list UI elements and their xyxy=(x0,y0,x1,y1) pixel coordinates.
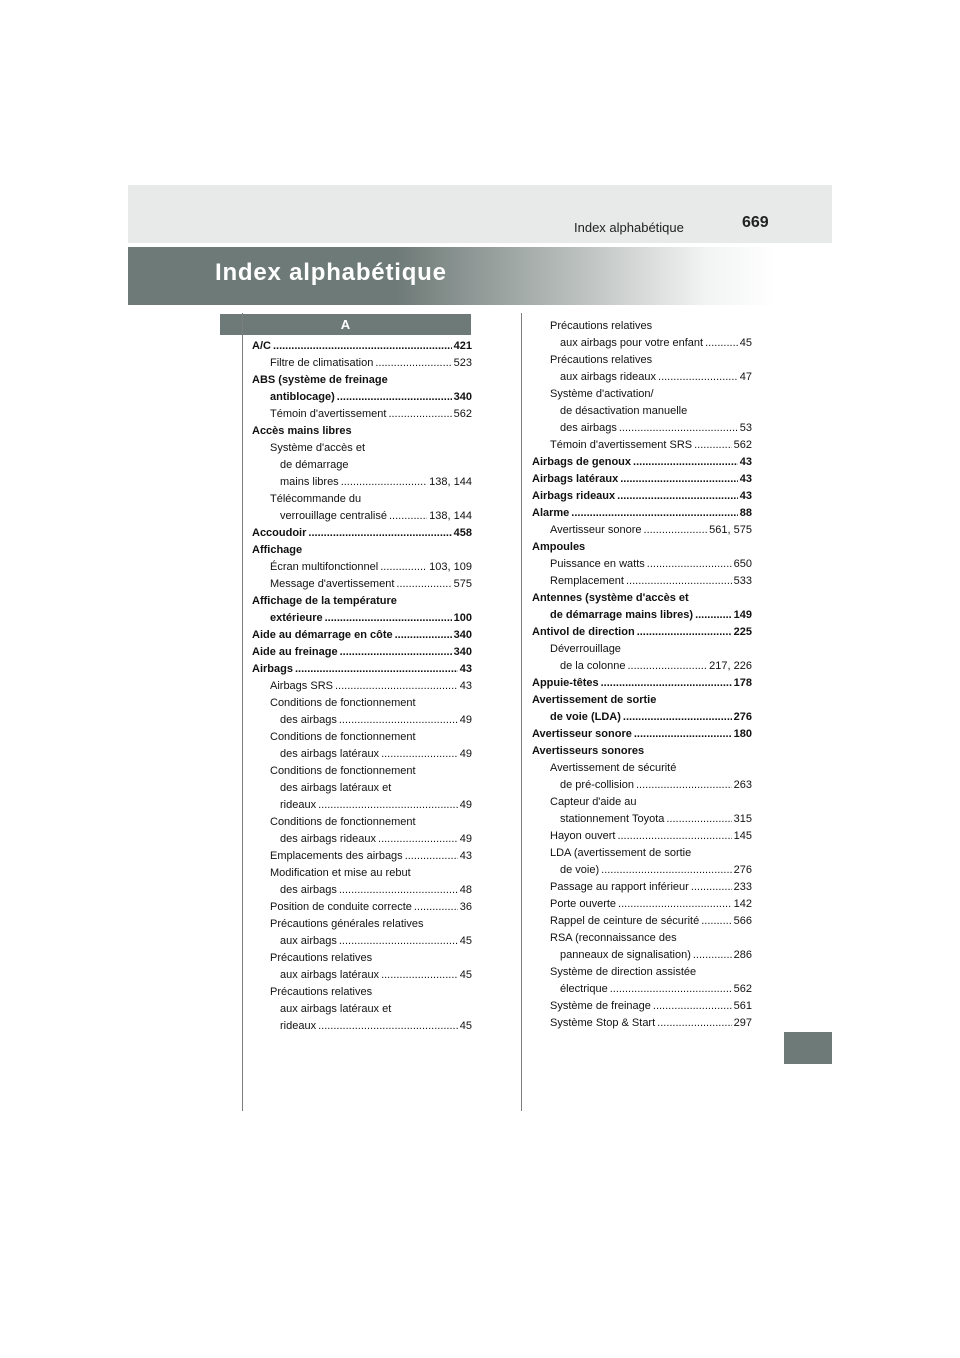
index-entry-pages: 138, 144 xyxy=(429,510,472,522)
index-entry-pages: 566 xyxy=(733,915,752,927)
index-entry xyxy=(252,457,472,474)
index-entry-label: des airbags rideaux xyxy=(280,833,377,845)
index-entry-label: Capteur d'aide au xyxy=(550,796,637,808)
index-entry-label: Airbags SRS xyxy=(270,680,333,692)
index-entry xyxy=(532,318,752,335)
index-column-right xyxy=(532,318,752,1032)
index-entry-pages: 561 xyxy=(733,1000,752,1012)
index-entry xyxy=(532,828,752,845)
index-entry-label: Airbags xyxy=(252,663,293,675)
index-entry-label: de désactivation manuelle xyxy=(560,405,688,417)
index-entry-label: mains libres xyxy=(280,476,339,488)
dot-leader xyxy=(610,981,732,998)
index-entry xyxy=(532,947,752,964)
index-entry-pages: 49 xyxy=(459,714,472,726)
index-entry xyxy=(532,794,752,811)
dot-leader xyxy=(295,661,458,678)
index-entry-label: Précautions générales relatives xyxy=(270,918,424,930)
index-entry xyxy=(252,406,472,423)
index-entry xyxy=(252,865,472,882)
index-entry-label: aux airbags latéraux xyxy=(280,969,380,981)
index-entry-pages: 49 xyxy=(459,799,472,811)
index-entry xyxy=(532,981,752,998)
index-entry xyxy=(532,777,752,794)
index-entry-label: ABS (système de freinage xyxy=(252,374,388,386)
index-entry-label: des airbags latéraux xyxy=(280,748,380,760)
index-entry xyxy=(252,440,472,457)
dot-leader xyxy=(693,947,732,964)
index-entry xyxy=(532,879,752,896)
index-entry-label: Précautions relatives xyxy=(270,952,373,964)
index-entry xyxy=(252,933,472,950)
index-entry-label: électrique xyxy=(560,983,608,995)
index-entry-label: Écran multifonctionnel xyxy=(270,561,379,573)
index-entry-label: Remplacement xyxy=(550,575,624,587)
dot-leader xyxy=(620,471,738,488)
dot-leader xyxy=(571,505,737,522)
index-entry-pages: 286 xyxy=(733,949,752,961)
index-entry xyxy=(252,916,472,933)
index-entry xyxy=(252,525,472,542)
index-entry xyxy=(252,797,472,814)
dot-leader xyxy=(308,525,451,542)
index-entry-pages: 36 xyxy=(459,901,472,913)
index-entry-label: Antivol de direction xyxy=(532,626,635,638)
dot-leader xyxy=(691,879,732,896)
dot-leader xyxy=(601,862,732,879)
index-entry xyxy=(252,746,472,763)
index-entry-pages: 562 xyxy=(733,439,752,451)
dot-leader xyxy=(633,454,738,471)
index-entry xyxy=(252,695,472,712)
index-entry-label: Affichage xyxy=(252,544,303,556)
index-entry-pages: 45 xyxy=(459,1020,472,1032)
dot-leader xyxy=(339,933,458,950)
index-entry xyxy=(532,454,752,471)
index-entry-label: Conditions de fonctionnement xyxy=(270,731,416,743)
index-entry xyxy=(252,338,472,355)
index-entry xyxy=(252,474,472,491)
index-entry-pages: 43 xyxy=(739,490,752,502)
index-entry xyxy=(532,420,752,437)
index-entry-pages: 340 xyxy=(453,646,472,658)
index-entry xyxy=(252,899,472,916)
index-entry-label: Airbags rideaux xyxy=(532,490,616,502)
index-entry xyxy=(532,709,752,726)
index-entry-pages: 650 xyxy=(733,558,752,570)
index-entry-pages: 458 xyxy=(453,527,472,539)
dot-leader xyxy=(405,848,458,865)
dot-leader xyxy=(634,726,732,743)
index-entry-label: Passage au rapport inférieur xyxy=(550,881,689,893)
index-entry xyxy=(532,743,752,760)
index-entry-label: Déverrouillage xyxy=(550,643,621,655)
index-entry xyxy=(252,576,472,593)
index-entry-label: Conditions de fonctionnement xyxy=(270,765,416,777)
index-entry-label: verrouillage centralisé xyxy=(280,510,387,522)
index-entry-label: Aide au freinage xyxy=(252,646,338,658)
index-entry-label: Position de conduite correcte xyxy=(270,901,412,913)
index-entry xyxy=(532,675,752,692)
index-entry xyxy=(252,967,472,984)
index-entry-pages: 340 xyxy=(453,629,472,641)
index-entry xyxy=(252,372,472,389)
dot-leader xyxy=(318,1018,458,1035)
index-entry-label: Précautions relatives xyxy=(270,986,373,998)
index-entry-label: Conditions de fonctionnement xyxy=(270,697,416,709)
index-entry-label: Accoudoir xyxy=(252,527,307,539)
index-entry xyxy=(532,896,752,913)
index-entry xyxy=(252,610,472,627)
index-entry-label: Précautions relatives xyxy=(550,354,653,366)
index-entry-label: rideaux xyxy=(280,1020,317,1032)
dot-leader xyxy=(601,675,732,692)
dot-leader xyxy=(636,777,732,794)
index-entry xyxy=(252,1001,472,1018)
dot-leader xyxy=(694,437,732,454)
index-entry-label: rideaux xyxy=(280,799,317,811)
index-entry-label: stationnement Toyota xyxy=(560,813,665,825)
index-entry-pages: 562 xyxy=(453,408,472,420)
index-entry-label: Témoin d'avertissement SRS xyxy=(550,439,693,451)
index-entry-label: aux airbags pour votre enfant xyxy=(560,337,704,349)
side-thumb-tab xyxy=(784,1032,832,1064)
dot-leader xyxy=(618,896,732,913)
index-entry-label: de démarrage xyxy=(280,459,349,471)
dot-leader xyxy=(623,709,732,726)
index-entry-pages: 523 xyxy=(453,357,472,369)
index-entry-pages: 45 xyxy=(459,969,472,981)
index-entry-label: Airbags de genoux xyxy=(532,456,632,468)
center-column-rule xyxy=(521,313,522,1111)
dot-leader xyxy=(378,831,458,848)
index-entry-label: Système d'accès et xyxy=(270,442,366,454)
index-entry xyxy=(532,811,752,828)
index-entry xyxy=(532,964,752,981)
dot-leader xyxy=(644,522,708,539)
index-entry xyxy=(532,862,752,879)
index-entry-pages: 421 xyxy=(453,340,472,352)
index-entry xyxy=(532,335,752,352)
index-entry xyxy=(252,814,472,831)
index-entry-label: Avertisseur sonore xyxy=(550,524,642,536)
index-entry-label: des airbags xyxy=(280,714,337,726)
index-entry xyxy=(252,831,472,848)
dot-leader xyxy=(627,658,707,675)
index-entry xyxy=(252,729,472,746)
header-section-title: Index alphabétique xyxy=(574,220,684,235)
index-entry xyxy=(252,661,472,678)
index-entry xyxy=(532,573,752,590)
index-entry-label: Affichage de la température xyxy=(252,595,397,607)
dot-leader xyxy=(381,967,458,984)
index-entry xyxy=(532,624,752,641)
index-entry xyxy=(252,593,472,610)
index-entry-label: Modification et mise au rebut xyxy=(270,867,411,879)
index-entry-label: Avertissement de sécurité xyxy=(550,762,677,774)
index-entry xyxy=(532,930,752,947)
index-entry-pages: 43 xyxy=(739,473,752,485)
dot-leader xyxy=(335,678,458,695)
index-entry-pages: 149 xyxy=(733,609,752,621)
index-entry-label: des airbags latéraux et xyxy=(280,782,392,794)
dot-leader xyxy=(340,644,452,661)
index-entry xyxy=(252,508,472,525)
header-bar xyxy=(128,185,832,243)
index-entry xyxy=(252,882,472,899)
index-entry-pages: 49 xyxy=(459,833,472,845)
index-entry xyxy=(252,780,472,797)
index-entry-pages: 45 xyxy=(739,337,752,349)
index-entry-label: antiblocage) xyxy=(270,391,335,403)
index-entry-pages: 53 xyxy=(739,422,752,434)
index-entry-pages: 48 xyxy=(459,884,472,896)
dot-leader xyxy=(666,811,731,828)
dot-leader xyxy=(339,882,458,899)
dot-leader xyxy=(617,488,738,505)
dot-leader xyxy=(388,406,451,423)
index-entry xyxy=(532,658,752,675)
index-entry xyxy=(252,712,472,729)
index-entry-pages: 142 xyxy=(733,898,752,910)
index-entry-label: Témoin d'avertissement xyxy=(270,408,387,420)
index-entry xyxy=(252,627,472,644)
index-entry-pages: 45 xyxy=(459,935,472,947)
page-number: 669 xyxy=(742,214,769,231)
index-entry-label: Avertisseur sonore xyxy=(532,728,632,740)
index-entry xyxy=(252,848,472,865)
index-entry xyxy=(532,641,752,658)
index-entry-label: Accès mains libres xyxy=(252,425,352,437)
index-entry-pages: 47 xyxy=(739,371,752,383)
index-entry-pages: 43 xyxy=(459,680,472,692)
index-entry-label: Airbags latéraux xyxy=(532,473,619,485)
index-entry xyxy=(532,556,752,573)
index-entry xyxy=(532,505,752,522)
index-entry-pages: 43 xyxy=(459,850,472,862)
index-entry-label: aux airbags latéraux et xyxy=(280,1003,392,1015)
index-entry xyxy=(532,913,752,930)
index-entry-label: Message d'avertissement xyxy=(270,578,395,590)
dot-leader xyxy=(619,420,738,437)
dot-leader xyxy=(389,508,427,525)
index-entry xyxy=(252,559,472,576)
index-entry-label: RSA (reconnaissance des xyxy=(550,932,677,944)
index-entry-label: Antennes (système d'accès et xyxy=(532,592,689,604)
index-entry-pages: 49 xyxy=(459,748,472,760)
dot-leader xyxy=(701,913,731,930)
dot-leader xyxy=(626,573,732,590)
index-entry-label: Système d'activation/ xyxy=(550,388,654,400)
index-entry-pages: 263 xyxy=(733,779,752,791)
left-column-rule xyxy=(242,313,243,1111)
index-entry xyxy=(532,437,752,454)
index-entry-label: des airbags xyxy=(280,884,337,896)
dot-leader xyxy=(658,369,738,386)
index-entry-label: de démarrage mains libres) xyxy=(550,609,694,621)
index-entry-label: panneaux de signalisation) xyxy=(560,949,691,961)
index-entry-pages: 180 xyxy=(733,728,752,740)
index-entry-label: Emplacements des airbags xyxy=(270,850,403,862)
index-entry-label: Rappel de ceinture de sécurité xyxy=(550,915,700,927)
dot-leader xyxy=(653,998,732,1015)
index-entry xyxy=(252,950,472,967)
dot-leader xyxy=(647,556,732,573)
index-entry-label: Appuie-têtes xyxy=(532,677,599,689)
dot-leader xyxy=(318,797,458,814)
index-entry xyxy=(532,1015,752,1032)
index-entry-pages: 145 xyxy=(733,830,752,842)
index-entry xyxy=(252,1018,472,1035)
dot-leader xyxy=(396,576,451,593)
index-entry xyxy=(532,386,752,403)
index-entry-label: Puissance en watts xyxy=(550,558,645,570)
index-entry-pages: 315 xyxy=(733,813,752,825)
dot-leader xyxy=(395,627,452,644)
index-entry-pages: 233 xyxy=(733,881,752,893)
index-entry xyxy=(252,542,472,559)
dot-leader xyxy=(705,335,738,352)
index-entry-pages: 562 xyxy=(733,983,752,995)
index-entry xyxy=(532,471,752,488)
index-entry xyxy=(252,355,472,372)
index-entry-label: Système Stop & Start xyxy=(550,1017,656,1029)
index-entry xyxy=(252,644,472,661)
index-entry-label: Avertissement de sortie xyxy=(532,694,657,706)
index-entry-pages: 276 xyxy=(733,864,752,876)
index-entry-pages: 533 xyxy=(733,575,752,587)
index-entry-label: de voie) xyxy=(560,864,600,876)
index-entry-label: des airbags xyxy=(560,422,617,434)
index-entry xyxy=(532,760,752,777)
index-entry-label: aux airbags rideaux xyxy=(560,371,657,383)
index-entry-pages: 138, 144 xyxy=(429,476,472,488)
index-entry-pages: 88 xyxy=(739,507,752,519)
index-entry xyxy=(532,403,752,420)
index-entry xyxy=(252,678,472,695)
index-entry-label: de voie (LDA) xyxy=(550,711,621,723)
index-entry xyxy=(532,998,752,1015)
index-entry xyxy=(252,984,472,1001)
index-entry-label: Télécommande du xyxy=(270,493,362,505)
index-entry xyxy=(532,369,752,386)
index-entry-label: Avertisseurs sonores xyxy=(532,745,645,757)
dot-leader xyxy=(380,559,427,576)
index-entry xyxy=(252,763,472,780)
index-entry-pages: 43 xyxy=(739,456,752,468)
dot-leader xyxy=(657,1015,731,1032)
index-entry-label: Conditions de fonctionnement xyxy=(270,816,416,828)
dot-leader xyxy=(341,474,427,491)
index-entry xyxy=(532,488,752,505)
index-entry-pages: 276 xyxy=(733,711,752,723)
dot-leader xyxy=(695,607,732,624)
index-entry-pages: 340 xyxy=(453,391,472,403)
index-entry-label: Alarme xyxy=(532,507,570,519)
index-entry-label: LDA (avertissement de sortie xyxy=(550,847,692,859)
index-entry-label: de pré-collision xyxy=(560,779,634,791)
index-entry xyxy=(532,539,752,556)
index-entry-pages: 103, 109 xyxy=(429,561,472,573)
index-entry-pages: 297 xyxy=(733,1017,752,1029)
index-entry-pages: 575 xyxy=(453,578,472,590)
dot-leader xyxy=(381,746,458,763)
index-entry xyxy=(532,607,752,624)
index-entry-label: de la colonne xyxy=(560,660,626,672)
dot-leader xyxy=(339,712,458,729)
index-entry-label: Filtre de climatisation xyxy=(270,357,374,369)
dot-leader xyxy=(337,389,452,406)
index-column-left xyxy=(252,338,472,1035)
index-entry-pages: 217, 226 xyxy=(709,660,752,672)
dot-leader xyxy=(637,624,732,641)
page-title: Index alphabétique xyxy=(215,259,447,286)
dot-leader xyxy=(617,828,731,845)
index-entry-label: extérieure xyxy=(270,612,323,624)
index-entry-label: Aide au démarrage en côte xyxy=(252,629,393,641)
index-entry-label: aux airbags xyxy=(280,935,337,947)
index-entry xyxy=(532,522,752,539)
index-entry-label: Porte ouverte xyxy=(550,898,617,910)
index-entry-label: Ampoules xyxy=(532,541,586,553)
index-entry xyxy=(532,692,752,709)
index-entry xyxy=(532,726,752,743)
index-entry-pages: 225 xyxy=(733,626,752,638)
dot-leader xyxy=(375,355,451,372)
index-entry-pages: 178 xyxy=(733,677,752,689)
index-entry xyxy=(252,491,472,508)
index-entry xyxy=(532,845,752,862)
index-entry-pages: 43 xyxy=(459,663,472,675)
dot-leader xyxy=(273,338,452,355)
index-entry-label: Système de direction assistée xyxy=(550,966,697,978)
dot-leader xyxy=(414,899,458,916)
index-entry xyxy=(252,389,472,406)
index-entry xyxy=(532,352,752,369)
index-entry-pages: 100 xyxy=(453,612,472,624)
index-entry-pages: 561, 575 xyxy=(709,524,752,536)
index-entry-label: A/C xyxy=(252,340,271,352)
dot-leader xyxy=(325,610,452,627)
index-entry xyxy=(252,423,472,440)
index-entry-label: Système de freinage xyxy=(550,1000,651,1012)
index-entry-label: Hayon ouvert xyxy=(550,830,616,842)
index-entry-label: Précautions relatives xyxy=(550,320,653,332)
section-letter: A xyxy=(220,314,471,335)
index-entry xyxy=(532,590,752,607)
